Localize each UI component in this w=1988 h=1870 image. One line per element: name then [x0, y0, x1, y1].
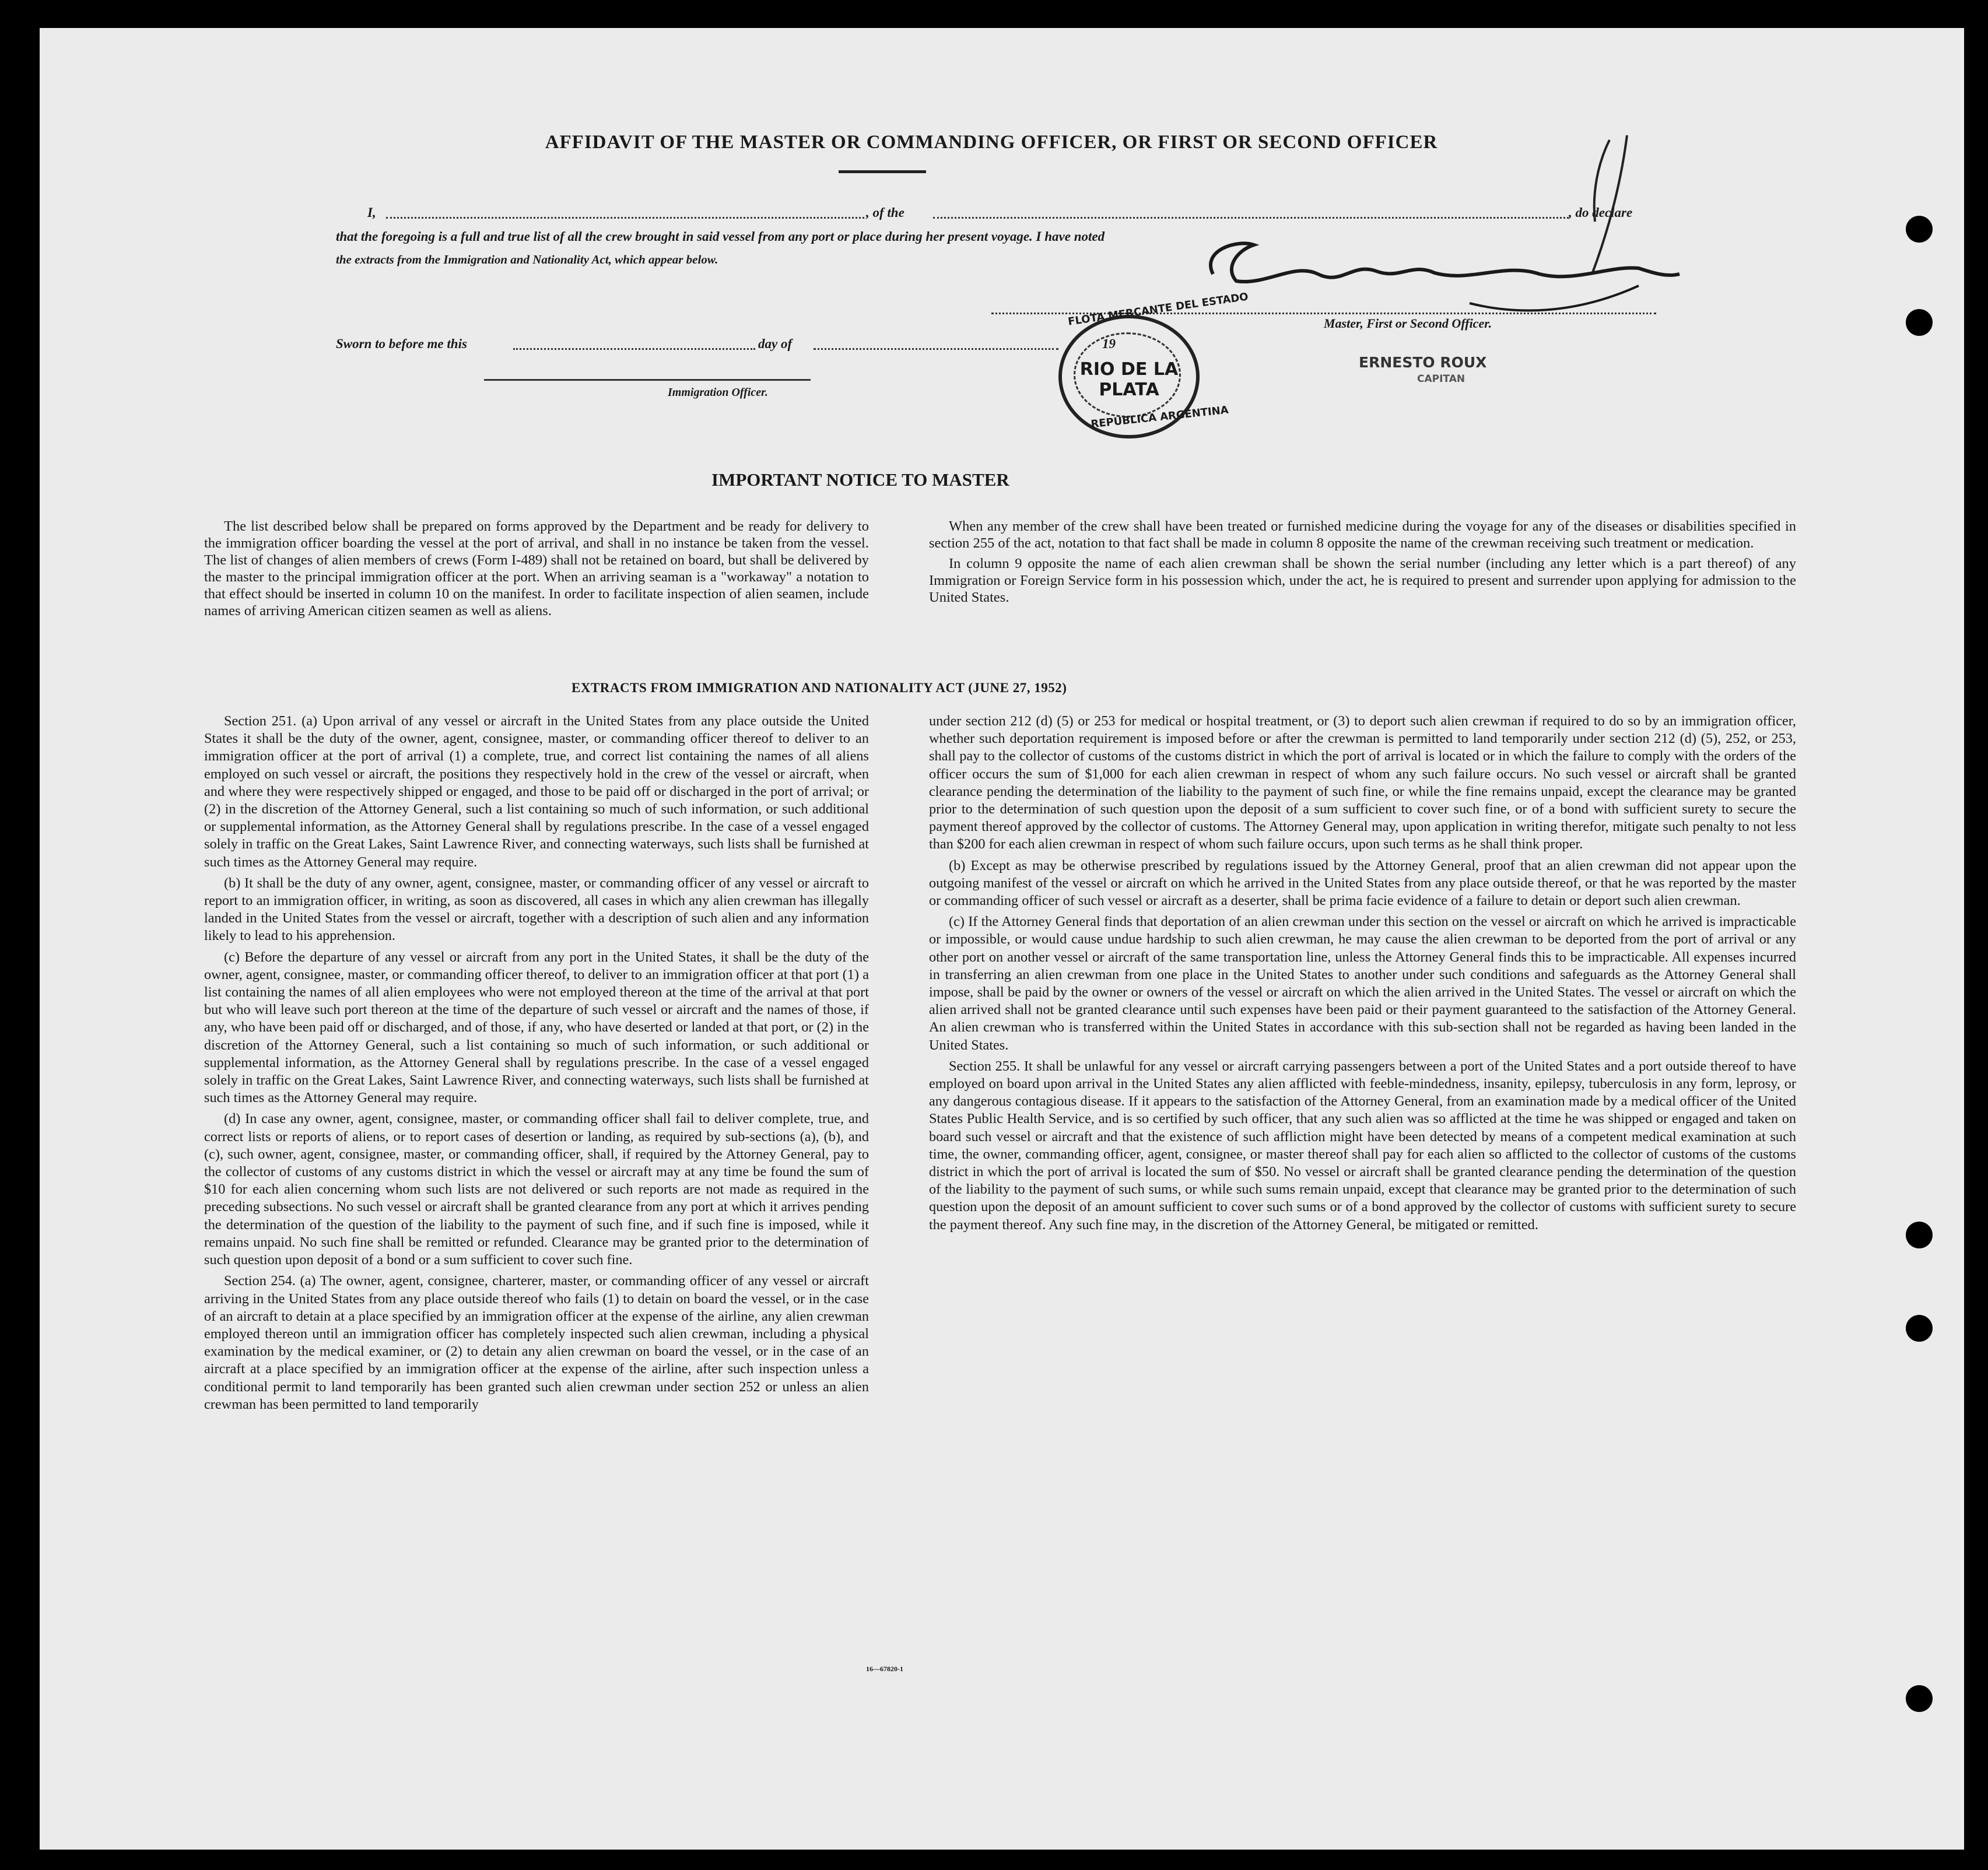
notice-title: IMPORTANT NOTICE TO MASTER: [711, 469, 1009, 490]
declaration-line-2: that the foregoing is a full and true list of all the crew brought in said vessel from any port or place during her present voyage. I have noted: [336, 229, 1105, 244]
section-254b: (b) Except as may be otherwise prescribed by regulations issued by the Attorney General, proof that an alien crewman did not appear upon the outgoing manifest of the vessel or aircraft on which he arrived in the United States from any place outside thereof, or that he was reported by the master or commanding officer of such vessel or aircraft as a deserter, shall be prima facie evidence of a failure to detain or deport such alien crewman.: [929, 857, 1796, 909]
extracts-left-column: [204, 713, 869, 1413]
section-251b: (b) It shall be the duty of any owner, agent, consignee, master, or commanding officer of any vessel or aircraft to report to an immigration officer, in writing, as soon as discovered, all cases in which any alien crewman has illegally landed in the United States from the vessel or aircraft, together with a description of such alien and any information likely to lead to his apprehension.: [204, 875, 869, 944]
immigration-officer-line: [484, 379, 811, 381]
stamp-bottom-text: REPUBLICA ARGENTINA: [1090, 404, 1229, 431]
notice-right-column: [929, 518, 1796, 606]
section-254a: Section 254. (a) The owner, agent, consignee, charterer, master, or commanding officer of any vessel or aircraft arriving in the United States from any place outside thereof who fails (1) to detain on board the vessel, or in the case of an aircraft to detain at a place specified by an immigration officer at the expense of the airline, any alien crewman employed thereon until an immigration officer has completely inspected such alien crewman, including a physical examination by the medical examiner, or (2) to detain any alien crewman on board the vessel, or in the case of an aircraft at a place specified by an immigration officer at the expense of the airline, after such inspection unless a conditional permit to land temporarily has been granted such alien crewman under section 252 or unless an alien crewman has been permitted to land temporarily: [204, 1273, 869, 1412]
stamp-center-text: RIO DE LA PLATA: [1079, 359, 1179, 400]
captain-stamp-role: CAPITAN: [1417, 373, 1465, 385]
punch-hole: [1906, 1315, 1933, 1342]
declaration-i: I,: [367, 205, 376, 220]
extracts-right-column: [929, 713, 1796, 1234]
sworn-date-blank: [513, 348, 755, 350]
month-blank: [814, 348, 1058, 350]
section-254a-continued: under section 212 (d) (5) or 253 for medical or hospital treatment, or (3) to deport such alien crewman if required to do so by an immigration officer, whether such deportation requirement is imposed before or after the crewman is permitted to land temporarily under section 212 (d) (5), 252, or 253, shall pay to the collector of customs of the customs district in which the port of arrival is located or in which the failure to comply with the orders of the officer occurs the sum of $1,000 for each alien crewman in respect of whom any such failure occurs. No such vessel or aircraft shall be granted clearance pending the determination of the liability to the payment of such fine, or while the fine remains unpaid, except the clearance may be granted prior to the determination of such question upon the deposit of a sum sufficient to cover such fine, or of a bond with sufficient surety to secure the payment thereof approved by the collector of customs. The Attorney General may, upon application in writing therefor, mitigate such penalty to not less than $200 for each alien crewman in respect of whom such failure occurs, upon such terms as he shall think proper.: [929, 713, 1796, 852]
captain-stamp-name: ERNESTO ROUX: [1359, 354, 1487, 371]
section-251d: (d) In case any owner, agent, consignee, master, or commanding officer shall fail to deliver complete, true, and correct lists or reports of aliens, or to report cases of desertion or landing, as required by sub-sections (a), (b), and (c), such owner, agent, consignee, master, or commanding officer, shall, if required by the Attorney General, pay to the collector of customs of any customs district in which the vessel or aircraft may at any time be found the sum of $10 for each alien concerning whom such lists are not delivered or such reports are not made as required in the preceding subsections. No such vessel or aircraft shall be granted clearance from any port at which it arrives pending the determination of the question of the liability to the payment of such fine, and if such fine is imposed, while it remains unpaid. No such fine shall be remitted or refunded. Clearance may be granted prior to the determination of such question upon deposit of a bond or a sum sufficient to cover such fine.: [204, 1111, 869, 1268]
extracts-title: EXTRACTS FROM IMMIGRATION AND NATIONALITY ACT (JUNE 27, 1952): [571, 680, 1067, 695]
section-254c: (c) If the Attorney General finds that deportation of an alien crewman under this section on the vessel or aircraft on which he arrived is impracticable or impossible, or would cause undue hardship to such alien crewman, he may cause the alien crewman to be deported from the port of arrival or any other port on another vessel or aircraft of the same transportation line, unless the Attorney General finds this to be impracticable. All expenses incurred in transferring an alien crewman from one place in the United States to another under such conditions and safeguards as the Attorney General shall impose, shall be paid by the owner or owners of the vessel or aircraft on which the alien arrived in the United States. The vessel or aircraft on which the alien arrived shall not be granted clearance until such expenses have been paid or their payment guaranteed to the satisfaction of the Attorney General. An alien crewman who is transferred within the United States in accordance with this sub-section shall not be regarded as having been landed in the United States.: [929, 914, 1796, 1053]
name-blank: [386, 217, 864, 219]
section-255: Section 255. It shall be unlawful for any vessel or aircraft carrying passengers between a port of the United States and a port outside thereof to have employed on board upon arrival in the United States any alien afflicted with feeble-mindedness, insanity, epilepsy, tuberculosis in any form, leprosy, or any dangerous contagious disease. If it appears to the satisfaction of the Attorney General, from an examination made by a medical officer of the United States Public Health Service, and is so certified by such officer, that any such alien was so afflicted at the time he was shipped or engaged and taken on board such vessel or aircraft and that the existence of such affliction might have been detected by means of a competent medical examination at such time, the owner, commanding officer, agent, consignee, or master thereof shall pay for each alien so afflicted to the collector of customs of the customs district in which the port of arrival is located the sum of $50. No vessel or aircraft shall be granted clearance pending the determination of the question of the liability to the payment of such sums, or while such sums remain unpaid, except that clearance may be granted prior to the determination of such question upon the deposit of an amount sufficient to cover such sums or of a bond approved by the collector of customs with sufficient surety to secure the payment thereof. Any such fine may, in the discretion of the Attorney General, be mitigated or remitted.: [929, 1058, 1796, 1233]
sworn-label: Sworn to before me this: [336, 336, 467, 351]
master-caption: Master, First or Second Officer.: [1324, 316, 1492, 331]
section-251c: (c) Before the departure of any vessel or aircraft from any port in the United States, it shall be the duty of the owner, agent, consignee, master, or commanding officer thereof, to deliver to an immigration officer at that port (1) a list containing the names of all alien employees who were not employed thereon at the time of the arrival at that port but who will leave such port thereon at the time of the departure of such vessel or aircraft and the names of those, if any, who have been paid off or discharged, and of those, if any, who have deserted or landed at that port, or (2) in the discretion of the Attorney General, such a list containing so much of such information, or such additional or supplemental information, as the Attorney General shall by regulations prescribe. In the case of a vessel engaged solely in traffic on the Great Lakes, Saint Lawrence River, and connecting waterways, such lists shall be furnished at such times as the Attorney General may require.: [204, 949, 869, 1106]
notice-right-paragraph-1: When any member of the crew shall have been treated or furnished medicine during the voyage for any of the diseases or disabilities specified in section 255 of the act, notation to that fact shall be made in column 8 opposite the name of the crewman receiving such treatment or medication.: [929, 518, 1796, 551]
declaration-do-declare: , do declare: [1569, 205, 1633, 220]
punch-hole: [1906, 309, 1933, 336]
day-of-label: day of: [758, 336, 793, 351]
form-number: 16—67820-1: [866, 1665, 903, 1673]
declaration-of-the: , of the: [866, 205, 904, 220]
immigration-officer-caption: Immigration Officer.: [668, 386, 768, 399]
declaration-line-3: the extracts from the Immigration and Nationality Act, which appear below.: [336, 252, 718, 266]
notice-left-column: [204, 518, 869, 619]
punch-hole: [1906, 216, 1933, 243]
title-divider: [839, 170, 926, 173]
affidavit-title: AFFIDAVIT OF THE MASTER OR COMMANDING OFFICER, OR FIRST OR SECOND OFFICER: [545, 132, 1438, 153]
notice-left-paragraph: The list described below shall be prepared on forms approved by the Department and be ready for delivery to the immigration officer boarding the vessel at the port of arrival, and shall in no instance be taken from the vessel. The list of changes of alien members of crews (Form I-489) shall not be retained on board, but shall be delivered by the master to the principal immigration officer at the port. When an arriving seaman is a "workaway" a notation to that effect should be inserted in column 10 on the manifest. In order to facilitate inspection of alien seamen, include names of arriving American citizen seamen as well as aliens.: [204, 518, 869, 619]
year-prefix: 19: [1102, 336, 1116, 351]
notice-right-paragraph-2: In column 9 opposite the name of each alien crewman shall be shown the serial number (including any letter which is a part thereof) of any Immigration or Foreign Service form in his possession which, under the act, he is required to present and surrender upon applying for admission to the United States.: [929, 556, 1796, 605]
punch-hole: [1906, 1685, 1933, 1712]
punch-hole: [1906, 1222, 1933, 1248]
section-251a: Section 251. (a) Upon arrival of any vessel or aircraft in the United States from any place outside the United States it shall be the duty of the owner, agent, consignee, master, or commanding officer thereof to deliver to an immigration officer at the port of arrival (1) a complete, true, and correct list containing the names of all aliens employed on such vessel or aircraft, the positions they respectively hold in the crew of the vessel or aircraft, when and where they were respectively shipped or engaged, and those to be paid off or discharged in the port of arrival; or (2) in the discretion of the Attorney General, such a list containing so much of such information, or such additional or supplemental information, as the Attorney General shall by regulations prescribe. In the case of a vessel engaged solely in traffic on the Great Lakes, Saint Lawrence River, and connecting waterways, such lists shall be furnished at such times as the Attorney General may require.: [204, 713, 869, 870]
stamp-top-text: FLOTA MERCANTE DEL ESTADO: [1067, 290, 1249, 328]
